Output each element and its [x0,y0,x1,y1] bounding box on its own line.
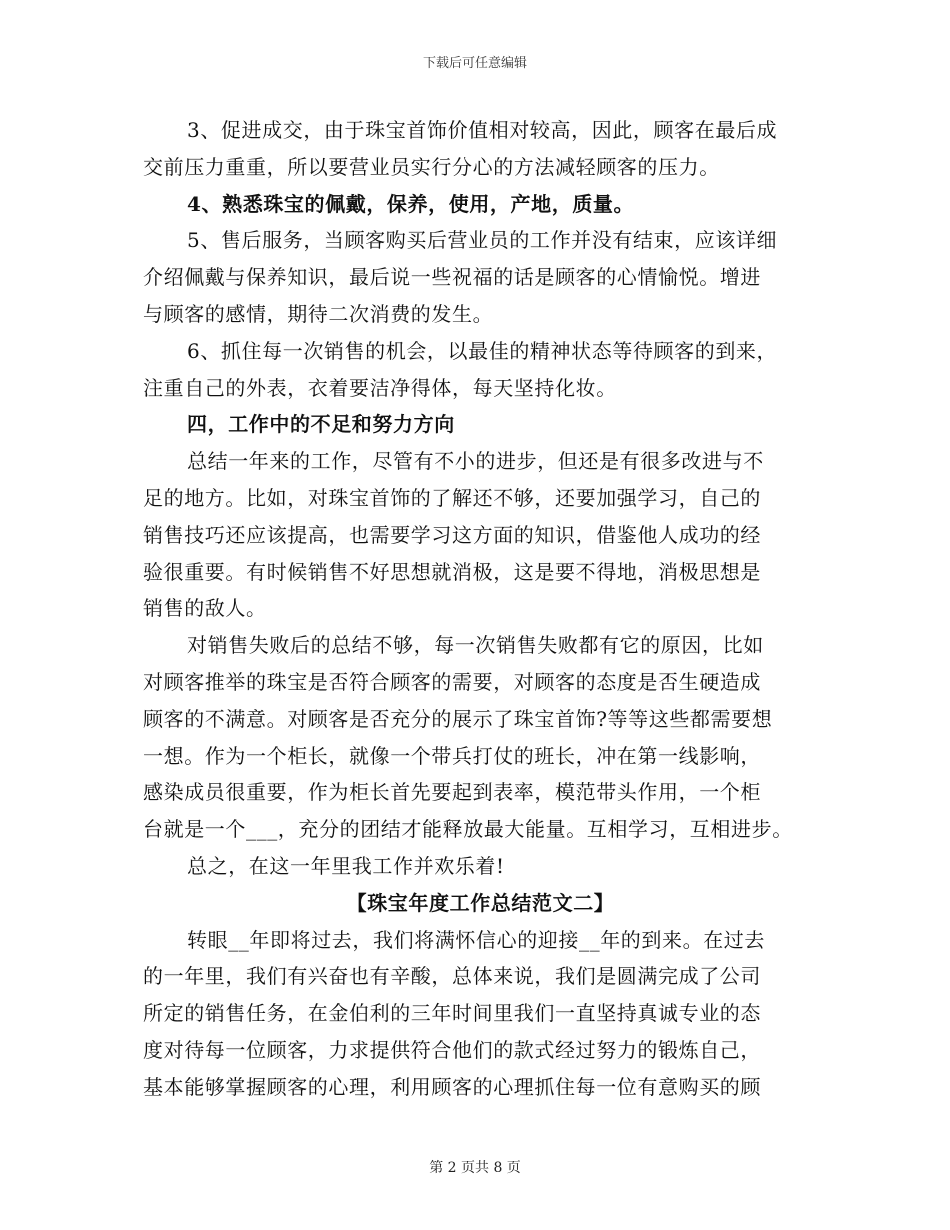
text-line: 介绍佩戴与保养知识，最后说一些祝福的话是顾客的心情愉悦。增进 [143,265,761,290]
text-line: 度对待每一位顾客，力求提供符合他们的款式经过努力的锻炼自己， [143,1037,761,1062]
text-line: 转眼__年即将过去，我们将满怀信心的迎接__年的到来。在过去 [187,927,765,952]
text-line: 销售的敌人。 [143,596,267,621]
text-line: 顾客的不满意。对顾客是否充分的展示了珠宝首饰?等等这些都需要想 [143,706,773,731]
text-line: 6、抓住每一次销售的机会，以最佳的精神状态等待顾客的到来， [187,338,778,363]
text-line: 交前压力重重，所以要营业员实行分心的方法减轻顾客的压力。 [143,154,720,179]
text-line: 注重自己的外表，衣着要洁净得体，每天坚持化妆。 [143,375,617,400]
text-line: 与顾客的感情，期待二次消费的发生。 [143,301,494,326]
text-line: 总之，在这一年里我工作并欢乐着! [187,853,505,878]
text-line: 基本能够掌握顾客的心理，利用顾客的心理抓住每一位有意购买的顾 [143,1074,761,1099]
text-line: 感染成员很重要，作为柜长首先要起到表率，模范带头作用，一个柜 [143,780,761,805]
text-line: 足的地方。比如，对珠宝首饰的了解还不够，还要加强学习，自己的 [143,485,761,510]
text-line: 的一年里，我们有兴奋也有辛酸，总体来说，我们是圆满完成了公司 [143,964,761,989]
bold-line: 4、熟悉珠宝的佩戴，保养，使用，产地，质量。 [187,191,635,216]
document-body [143,112,818,1106]
text-line: 对销售失败后的总结不够，每一次销售失败都有它的原因，比如 [187,633,764,658]
text-line: 总结一年来的工作，尽管有不小的进步，但还是有很多改进与不 [187,449,764,474]
text-line: 5、售后服务，当顾客购买后营业员的工作并没有结束，应该详细 [187,228,778,253]
text-line: 对顾客推举的珠宝是否符合顾客的需要，对顾客的态度是否生硬造成 [143,669,761,694]
text-line: 一想。作为一个柜长，就像一个带兵打仗的班长，冲在第一线影响， [143,743,761,768]
page-footer: 第 2 页共 8 页 [429,1160,521,1176]
text-line: 验很重要。有时候销售不好思想就消极，这是要不得地，消极思想是 [143,559,761,584]
bold-line: 四，工作中的不足和努力方向 [187,412,455,437]
section-heading: 【珠宝年度工作总结范文二】 [346,890,615,915]
text-line: 所定的销售任务，在金伯利的三年时间里我们一直坚持真诚专业的态 [143,1001,761,1026]
text-line: 销售技巧还应该提高，也需要学习这方面的知识，借鉴他人成功的经 [143,522,761,547]
text-line: 台就是一个___，充分的团结才能释放最大能量。互相学习，互相进步。 [143,817,793,842]
page-header: 下载后可任意编辑 [422,56,527,71]
text-line: 3、促进成交，由于珠宝首饰价值相对较高，因此，顾客在最后成 [187,118,778,142]
